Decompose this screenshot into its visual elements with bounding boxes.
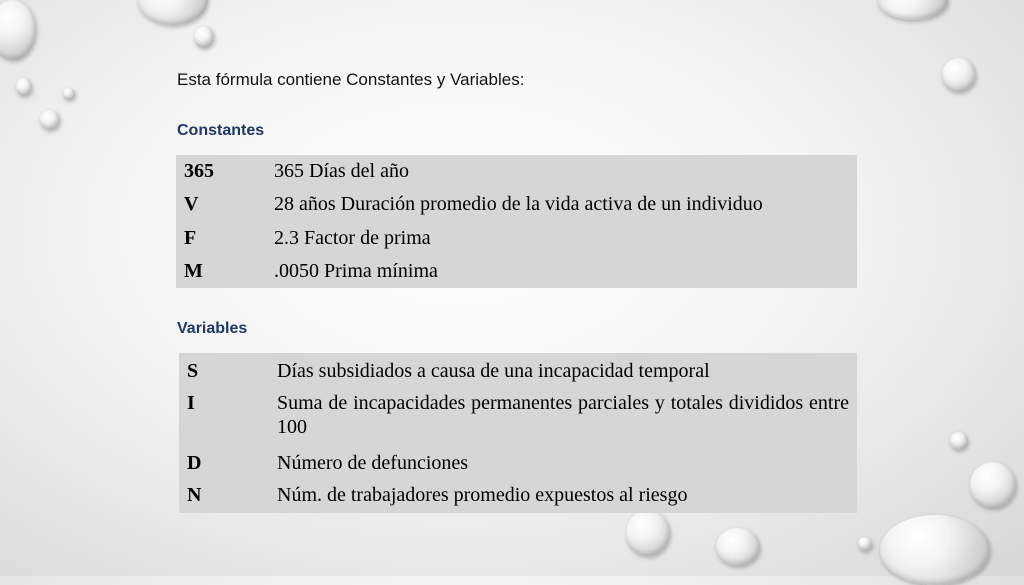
- constant-description: .0050 Prima mínima: [274, 259, 438, 282]
- variable-description: Días subsidiados a causa de una incapacidad temporal: [277, 360, 710, 382]
- variable-symbol: N: [187, 484, 202, 506]
- water-drop-decoration: [626, 510, 670, 556]
- table-row: [176, 222, 857, 255]
- variable-description: Núm. de trabajadores promedio expuestos al riesgo: [277, 484, 688, 506]
- variables-heading: Variables: [177, 320, 248, 337]
- constant-description: 365 Días del año: [274, 160, 409, 182]
- water-drop-decoration: [942, 58, 976, 92]
- constant-description: 28 años Duración promedio de la vida activa de un individuo: [274, 193, 763, 216]
- constant-description: 2.3 Factor de prima: [274, 226, 431, 249]
- water-drop-decoration: [63, 88, 75, 100]
- table-row: [176, 188, 857, 221]
- variable-symbol: S: [187, 360, 199, 382]
- water-drop-decoration: [194, 26, 214, 48]
- constants-table: [176, 155, 857, 288]
- table-row: [179, 387, 857, 451]
- constants-heading: Constantes: [177, 122, 265, 139]
- water-drop-decoration: [40, 110, 60, 130]
- water-drop-decoration: [878, 0, 948, 20]
- water-drop-decoration: [716, 528, 760, 566]
- table-row: [179, 451, 857, 483]
- variable-symbol: I: [187, 392, 195, 414]
- constant-symbol: V: [184, 193, 199, 216]
- variables-table: [179, 353, 857, 513]
- variable-description: Suma de incapacidades permanentes parciales y totales divididos entre 100: [277, 392, 849, 438]
- water-drop-decoration: [950, 432, 968, 450]
- variable-description: Número de defunciones: [277, 452, 469, 474]
- variable-symbol: D: [187, 452, 202, 474]
- table-row: [176, 255, 857, 288]
- water-drop-decoration: [0, 0, 36, 60]
- table-row: [176, 155, 857, 188]
- water-drop-decoration: [858, 537, 872, 551]
- table-row: [179, 483, 857, 513]
- constant-symbol: 365: [184, 160, 214, 182]
- constant-symbol: M: [184, 259, 203, 282]
- constant-symbol: F: [184, 226, 197, 249]
- water-drop-decoration: [138, 0, 208, 25]
- intro-text: Esta fórmula contiene Constantes y Variables:: [177, 70, 525, 89]
- water-drop-decoration: [16, 78, 32, 96]
- water-drop-decoration: [970, 462, 1016, 508]
- table-row: [179, 353, 857, 387]
- water-drop-decoration: [880, 515, 990, 585]
